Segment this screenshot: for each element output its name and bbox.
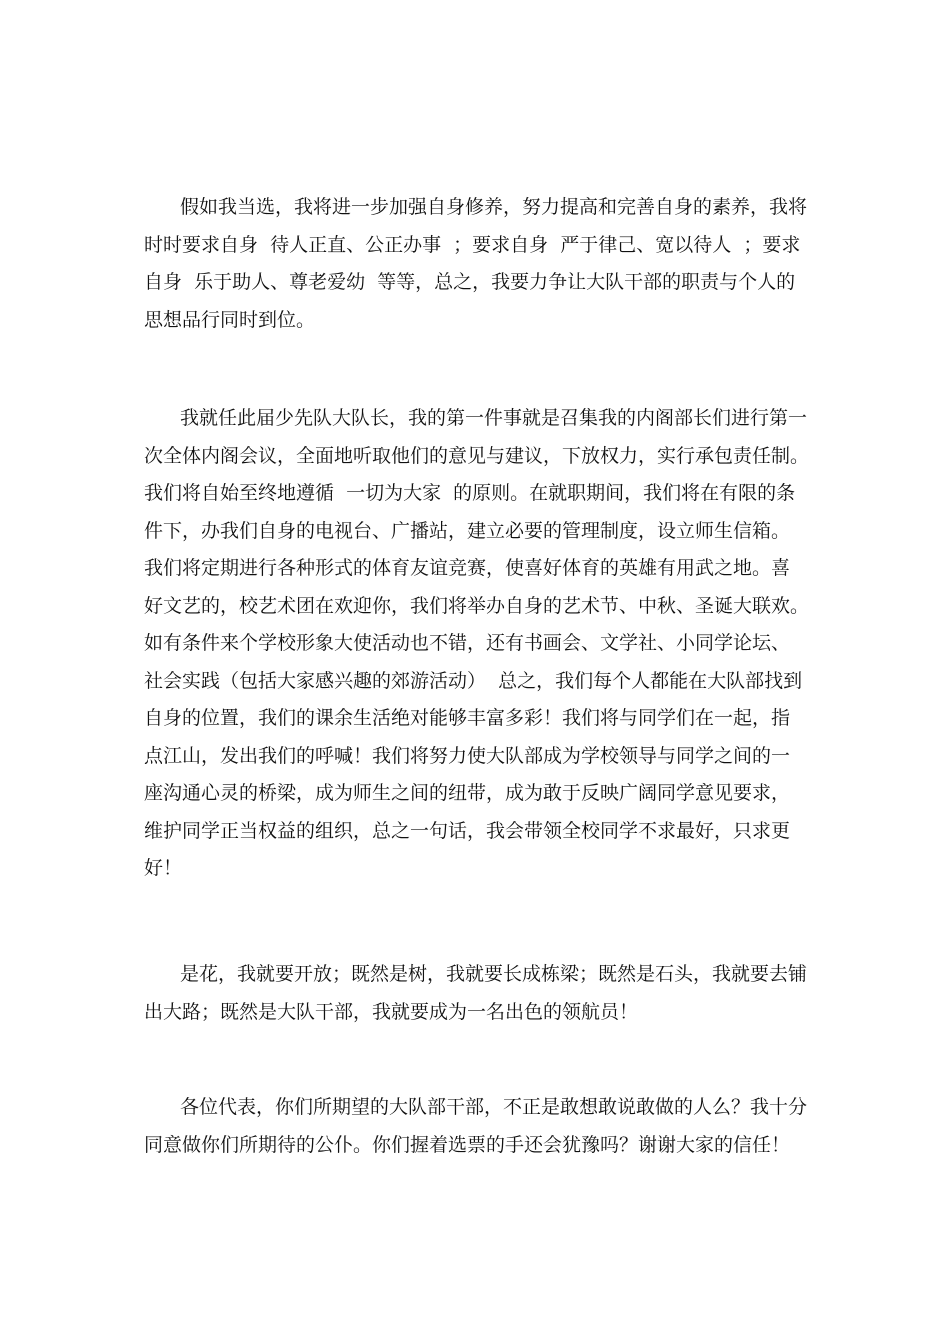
- text-line: 思想品行同时到位。: [144, 308, 316, 331]
- text-line: 时时要求自身 待人正直、公正办事 ；要求自身 严于律己、宽以待人 ；要求: [144, 233, 801, 256]
- paragraph-1: [144, 189, 814, 339]
- text-line: 同意做你们所期待的公仆。你们握着选票的手还会犹豫吗？谢谢大家的信任！: [144, 1133, 791, 1156]
- text-line: 社会实践（包括大家感兴趣的郊游活动） 总之，我们每个人都能在大队部找到: [144, 669, 803, 692]
- text-line: 件下，办我们自身的电视台、广播站，建立必要的管理制度，设立师生信箱。: [144, 519, 791, 542]
- text-line: 点江山，发出我们的呼喊！我们将努力使大队部成为学校领导与同学之间的一: [144, 744, 791, 767]
- text-line: 各位代表，你们所期望的大队部干部，不正是敢想敢说敢做的人么？我十分: [180, 1096, 808, 1118]
- text-line: 座沟通心灵的桥梁，成为师生之间的纽带，成为敢于反映广阔同学意见要求，: [144, 782, 791, 804]
- text-line: 我就任此届少先队大队长，我的第一件事就是召集我的内阁部长们进行第一: [180, 407, 808, 429]
- text-line: 维护同学正当权益的组织，总之一句话，我会带领全校同学不求最好，只求更: [144, 819, 791, 842]
- text-line: 我们将自始至终地遵循 一切为大家 的原则。在就职期间，我们将在有限的条: [144, 482, 796, 504]
- text-line: 自身的位置，我们的课余生活绝对能够丰富多彩！我们将与同学们在一起，指: [144, 707, 791, 729]
- text-line: 出大路；既然是大队干部，我就要成为一名出色的领航员！: [144, 1000, 639, 1023]
- text-line: 是花，我就要开放；既然是树，我就要长成栋梁；既然是石头，我就要去铺: [180, 963, 808, 985]
- text-line: 我们将定期进行各种形式的体育友谊竞赛，使喜好体育的英雄有用武之地。喜: [144, 557, 791, 579]
- text-line: 假如我当选，我将进一步加强自身修养，努力提高和完善自身的素养，我将: [180, 196, 808, 218]
- paragraph-3: [144, 956, 814, 1031]
- text-line: 好！: [144, 857, 183, 879]
- paragraph-4: [144, 1089, 814, 1164]
- paragraph-2: [144, 400, 814, 888]
- text-line: 好文艺的，校艺术团在欢迎你，我们将举办自身的艺术节、中秋、圣诞大联欢。: [144, 594, 810, 617]
- text-line: 如有条件来个学校形象大使活动也不错，还有书画会、文学社、小同学论坛、: [144, 632, 791, 654]
- text-line: 次全体内阁会议，全面地听取他们的意见与建议，下放权力，实行承包责任制。: [144, 444, 810, 467]
- text-line: 自身 乐于助人、尊老爱幼 等等，总之，我要力争让大队干部的职责与个人的: [144, 271, 796, 293]
